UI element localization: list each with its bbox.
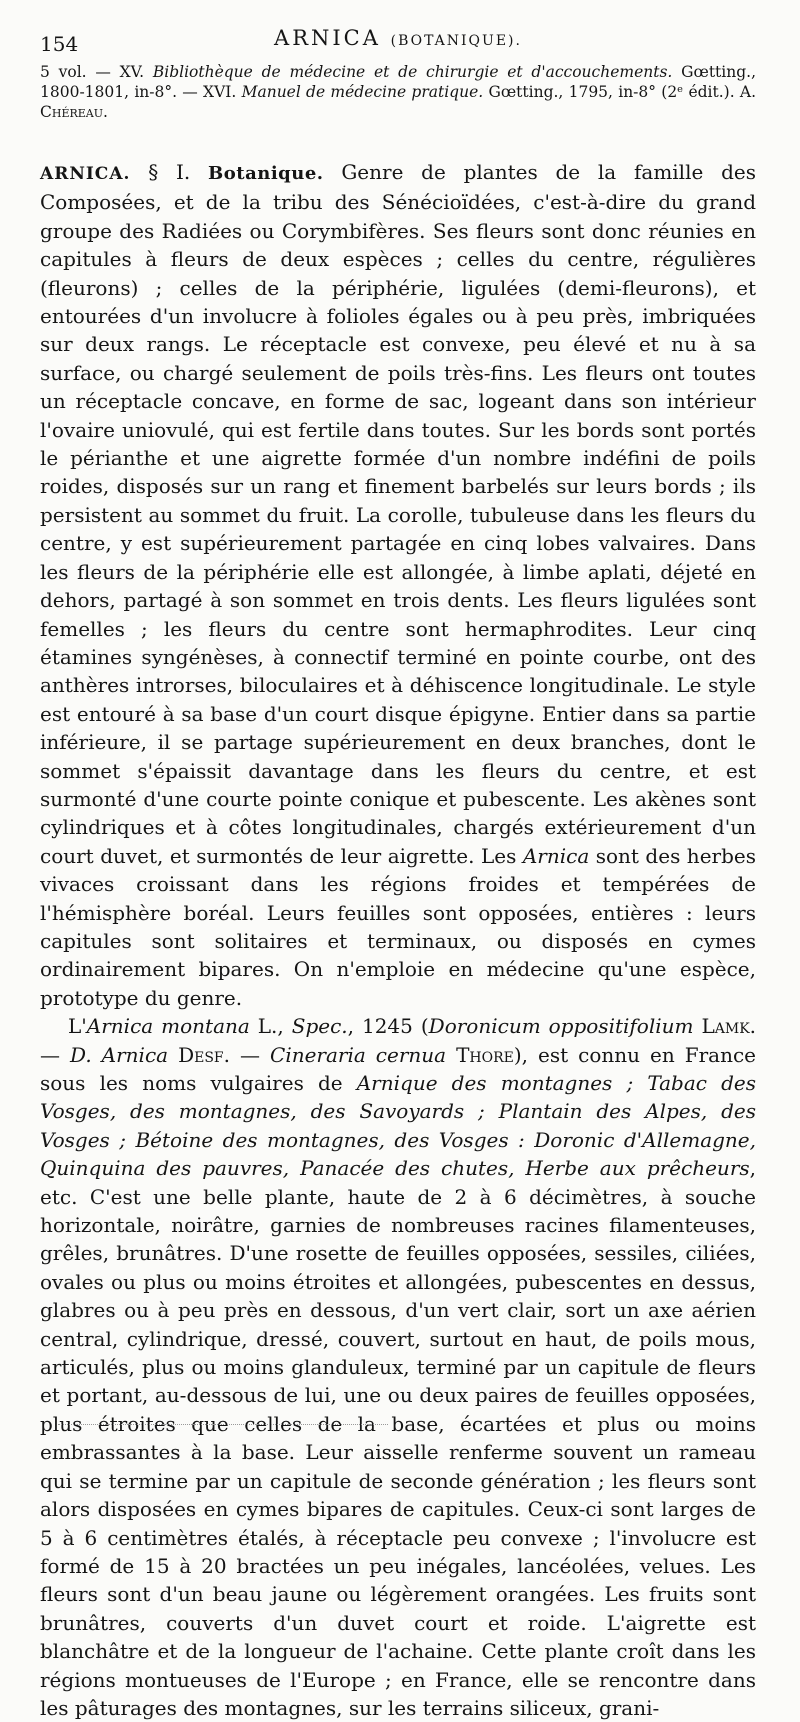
text-run: , 1245 ( xyxy=(347,1014,429,1039)
paragraph-text: Genre de plantes de la famille des Composées, et de la tribu des Sénécioïdées, c'est-à-dire du grand groupe des Radiées ou Corymbifères. Ses fleurs sont donc réunies en capitules à fleurs de deux espèces ; celles du centre, régulières (fleurons) ; celles de la périphérie, ligulées (demi-fleurons), et entourées d'un involucre à folioles égales ou à peu près, imbriquées sur deux rangs. Le réceptacle est convexe, peu élevé et nu à sa surface, ou chargé seulement de poils très-fins. Les fleurs ont toutes un réceptacle concave, en forme de sac, logeant dans son intérieur l'ovaire uniovulé, qui est fertile dans toutes. Sur les bords sont portés le périanthe et une aigrette formée d'un nombre indéfini de poils roides, disposés sur un rang et finement barbelés sur leurs bords ; ils persistent au sommet du fruit. La corolle, tubuleuse dans les fleurs du centre, y est supérieurement partagée en cinq lobes valvaires. Dans les fleurs de la périphérie elle est allongée, à limbe aplati, déjeté en dehors, partagé à son sommet en trois dents. Les fleurs ligulées sont femelles ; les fleurs du centre sont hermaphrodites. Leur cinq étamines syngénèses, à connectif terminé en pointe courbe, ont des anthères introrses, biloculaires et à déhiscence longitudinale. Le style est entouré à sa base d'un court disque épigyne. Entier dans sa partie inférieure, il se partage supérieurement en deux branches, dont le sommet s'épaissit davantage dans les fleurs du centre, et est surmonté d'une courte pointe conique et pubescente. Les akènes sont cylindriques et à côtes longitudinales, chargés extérieurement d'un court duvet, et surmontés de leur aigrette. Les xyxy=(40,160,756,868)
section-marker: § I. xyxy=(130,160,209,184)
text-run: L' xyxy=(68,1014,87,1039)
authority: Lamk. xyxy=(693,1014,757,1039)
article-body xyxy=(40,158,756,1722)
authority: Thore xyxy=(446,1042,514,1067)
text-run: L., xyxy=(249,1014,292,1039)
entry-word: ARNICA. xyxy=(40,164,131,184)
ref-text: Gœtting., 1795, in-8° (2ᵉ édit.). A. xyxy=(483,83,757,101)
running-title xyxy=(40,26,756,50)
paragraph-text: sont des herbes vivaces croissant dans les régions froides et tempérées de l'hémisphère boréal. Leurs feuilles sont opposées, entières : leurs capitules sont solitaires et terminaux, ou disposés en cymes ordinairement bipares. On n'emploie en médecine qu'une espèce, prototype du genre. xyxy=(40,843,756,1010)
ref-author: Chéreau. xyxy=(40,103,108,121)
paragraph-species xyxy=(40,1012,756,1722)
vernacular-names: Arnique des montagnes ; Tabac des Vosges, des montagnes, des Savoyards ; Plantain des Alpes, des Vosges ; Bétoine des montagnes, des Vosges : Doronic d'Allemagne, Quinquina des pauvres, Panacée des chutes, Herbe aux prêcheurs xyxy=(40,1071,756,1181)
ref-text: 5 vol. — XV. xyxy=(40,63,153,81)
text-run: — xyxy=(230,1042,271,1067)
text-run: , etc. C'est une belle plante, haute de 2 à 6 décimètres, à souche horizontale, noirâtre, garnies de nombreuses racines filamenteuses, grêles, brunâtres. D'une rosette de feuilles opposées, sessiles, ciliées, ovales ou plus ou moins étroites et allongées, pubescentes en dessus, glabres ou à peu près en dessous, d'un vert clair, sort un axe aérien central, cylindrique, dressé, couvert, surtout en haut, de poils mous, articulés, plus ou moins glanduleux, terminé par un capitule de fleurs et portant, au-dessous de lui, une ou deux paires de feuilles opposées, plus étroites que celles de la base, écartées et plus ou moins embrassantes à la base. Leur aisselle renferme souvent un rameau qui se termine par un capitule de seconde génération ; les fleurs sont alors disposées en cymes bipares de capitules. Ceux-ci sont larges de 5 à 6 centimètres étalés, à réceptacle peu convexe ; l'involucre est formé de 15 à 20 bractées un peu inégales, lancéolées, velues. Les fleurs sont d'un beau jaune ou légèrement orangées. Les fruits sont brunâtres, couverts d'un duvet court et roide. L'aigrette est blanchâtre et de la longueur de l'achaine. Cette plante croît dans les régions montueuses de l'Europe ; en France, elle se rencontre dans les pâturages des montagnes, sur les terrains siliceux, grani- xyxy=(40,1156,756,1720)
ref-title-italic: Manuel de médecine pratique. xyxy=(241,83,484,101)
bibliography-continuation xyxy=(40,62,756,122)
page-number: 154 xyxy=(40,32,79,56)
text-run: — xyxy=(40,1042,70,1067)
synonym: Cineraria cernua xyxy=(270,1042,447,1067)
running-title-main: ARNICA xyxy=(274,26,381,50)
reference-spec: Spec. xyxy=(291,1014,348,1039)
species-name: Arnica montana xyxy=(86,1014,250,1039)
footer-rule xyxy=(58,1424,388,1425)
ref-title-italic: Bibliothèque de médecine et de chirurgie et d'accouchements. xyxy=(152,63,673,81)
authority: Desf. xyxy=(168,1042,231,1067)
genus-name-italic: Arnica xyxy=(522,843,590,868)
paragraph-genus xyxy=(40,158,756,1012)
running-title-sub: (BOTANIQUE). xyxy=(390,33,522,49)
section-title: Botanique. xyxy=(208,163,324,184)
page-header xyxy=(40,22,756,56)
ref-text: Gœtting., 1800-1801, in-8°. — XVI. xyxy=(40,63,756,101)
synonym: Doronicum oppositifolium xyxy=(428,1014,694,1039)
text-run: ), est connu en France sous les noms vulgaires de xyxy=(40,1042,757,1095)
synonym: D. Arnica xyxy=(70,1042,169,1067)
